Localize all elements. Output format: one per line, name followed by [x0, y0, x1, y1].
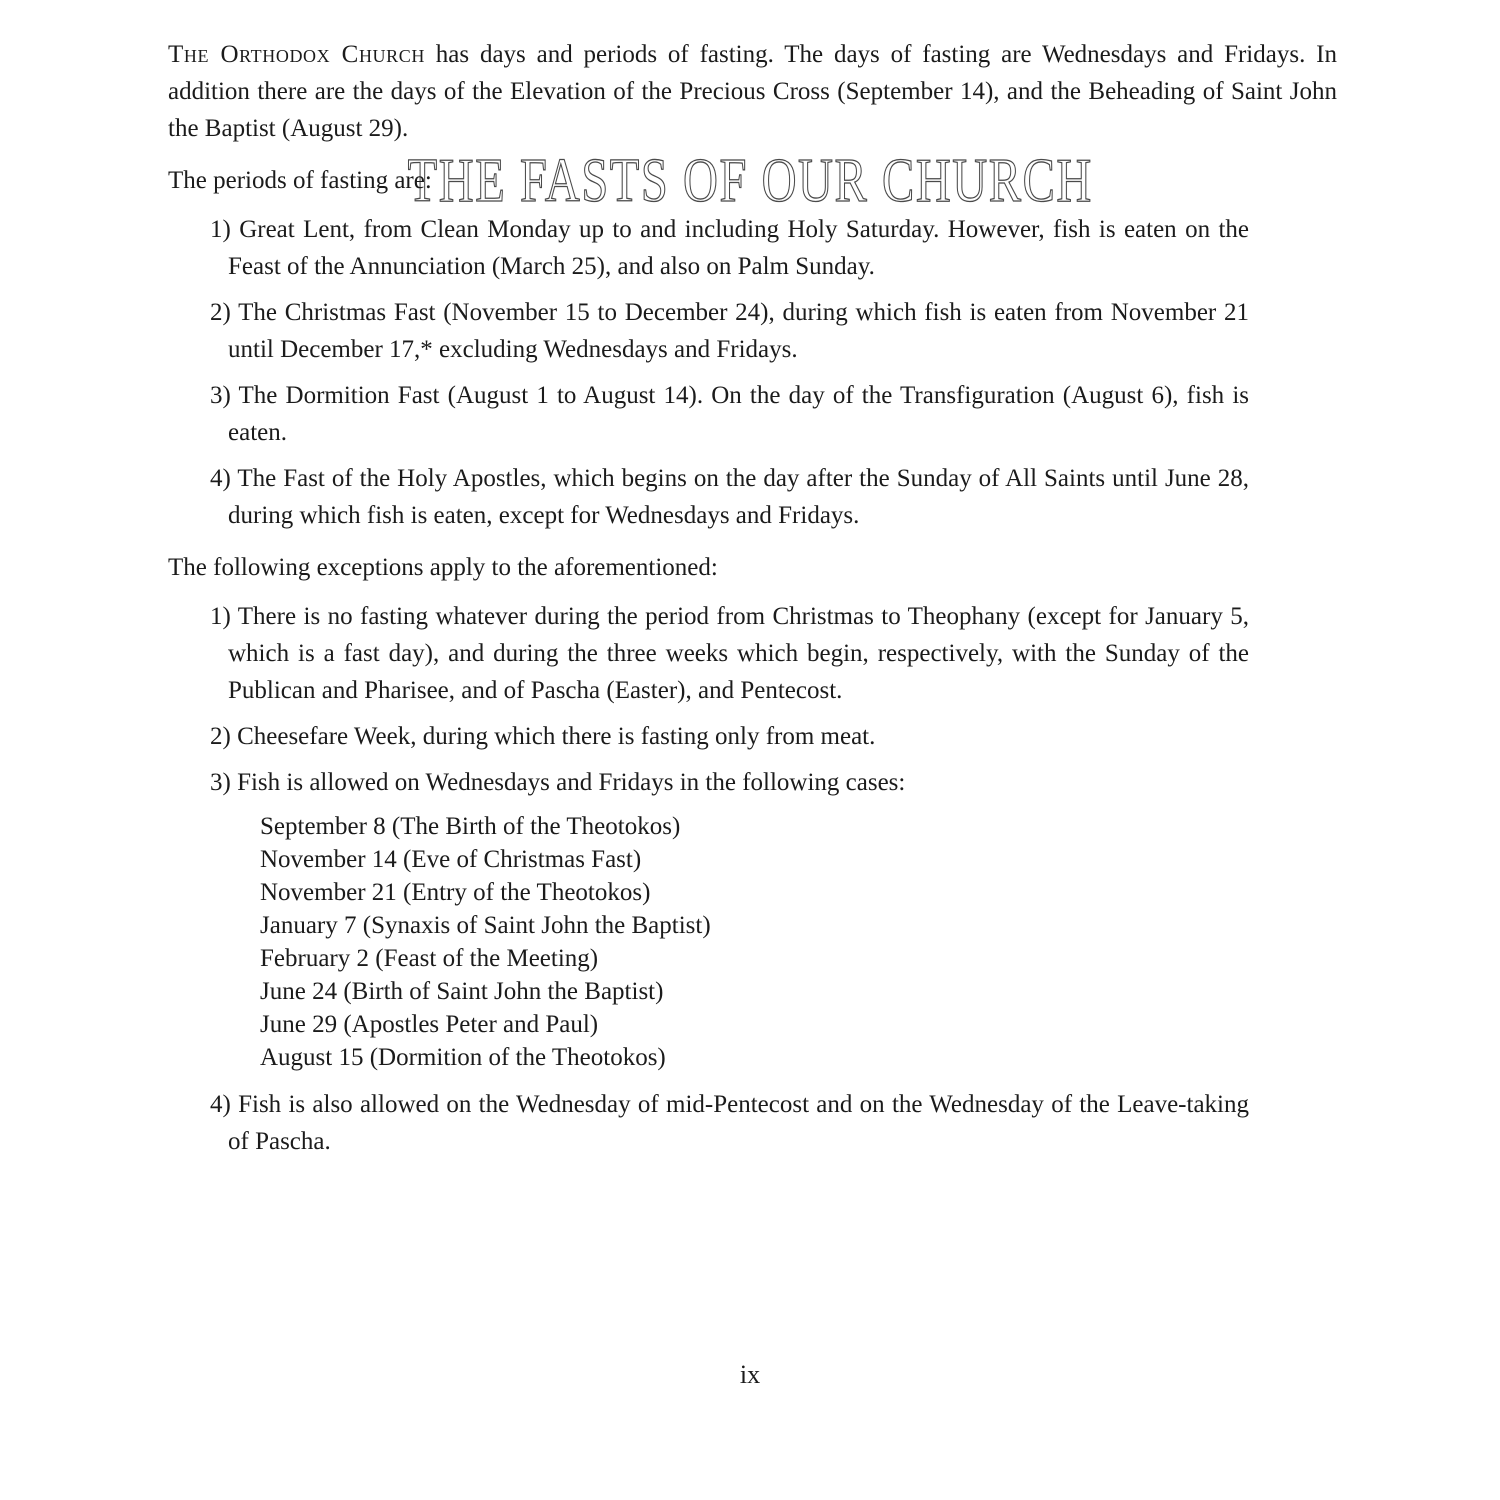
list-item: 3) The Dormition Fast (August 1 to August 14). On the day of the Transfiguration (August 6), fish is eaten. — [210, 382, 1249, 446]
fish-day-item: February 2 (Feast of the Meeting) — [260, 945, 599, 972]
page-title-text: THE FASTS OF OUR CHURCH — [407, 147, 1093, 215]
periods-list — [168, 211, 1337, 534]
fish-day-item: January 7 (Synaxis of Saint John the Baptist) — [260, 912, 711, 939]
exceptions-list — [168, 598, 1337, 1160]
fish-day-item: June 29 (Apostles Peter and Paul) — [260, 1011, 599, 1038]
list-item: 1) There is no fasting whatever during the period from Christmas to Theophany (except for January 5, which is a fast day), and during the three weeks which begin, respectively, with the Sunday of the Publican and Pharisee, and of Pascha (Easter), and Pentecost. — [210, 603, 1249, 704]
list-item: 3) Fish is allowed on Wednesdays and Fridays in the following cases: — [210, 769, 906, 796]
page-number: ix — [739, 1360, 761, 1389]
list-item: 2) Cheesefare Week, during which there is fasting only from meat. — [210, 723, 876, 750]
list-item: 4) Fish is also allowed on the Wednesday of mid-Pentecost and on the Wednesday of the Leave-taking of Pascha. — [210, 1091, 1249, 1155]
list-item: 2) The Christmas Fast (November 15 to December 24), during which fish is eaten from November 21 until December 17,* excluding Wednesdays and Fridays. — [210, 299, 1249, 363]
intro-paragraph — [168, 36, 1337, 147]
periods-heading: The periods of fasting are: — [168, 167, 432, 194]
page-content — [168, 0, 1337, 1169]
list-item: 4) The Fast of the Holy Apostles, which begins on the day after the Sunday of All Saints until June 28, during which fish is eaten, except for Wednesdays and Fridays. — [210, 465, 1249, 529]
fish-day-item: June 24 (Birth of Saint John the Baptist) — [260, 978, 664, 1005]
fish-days-list — [168, 810, 1337, 1074]
list-item: 1) Great Lent, from Clean Monday up to and including Holy Saturday. However, fish is eaten on the Feast of the Annunciation (March 25), and also on Palm Sunday. — [210, 216, 1249, 280]
fish-day-item: August 15 (Dormition of the Theotokos) — [260, 1044, 666, 1071]
exceptions-heading: The following exceptions apply to the aforementioned: — [168, 554, 718, 581]
fish-day-item: November 14 (Eve of Christmas Fast) — [260, 846, 642, 873]
fish-day-item: November 21 (Entry of the Theotokos) — [260, 879, 651, 906]
intro-lead-smallcaps: The Orthodox Church — [168, 41, 425, 68]
intro-rest: has days and periods of fasting. The days of fasting are Wednesdays and Fridays. In addition there are the days of the Elevation of the Precious Cross (September 14), and the Beheading of Saint John the Baptist (August 29). — [168, 41, 1337, 142]
fish-day-item: September 8 (The Birth of the Theotokos) — [260, 813, 681, 840]
